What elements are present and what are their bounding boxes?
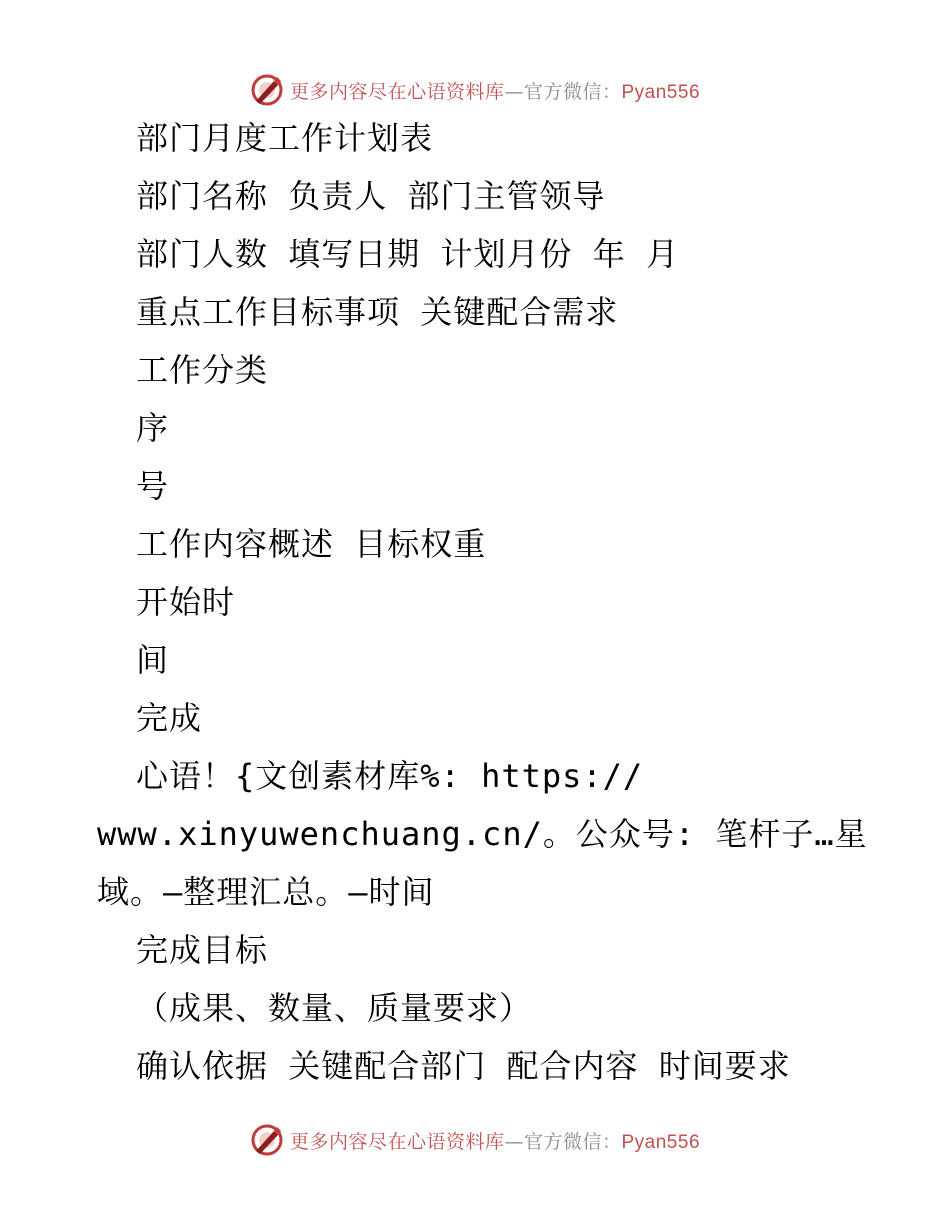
doc-line: 心语！{文创素材库%: https://	[136, 757, 644, 795]
banner-wechat-id: Pyan556	[621, 1131, 701, 1153]
banner-dash: —	[504, 1130, 524, 1153]
banner-inner	[250, 73, 700, 107]
footer-watermark-banner	[0, 1120, 950, 1160]
header-watermark-banner	[0, 70, 950, 110]
banner-inner	[250, 1123, 700, 1157]
doc-line: 部门名称 负责人 部门主管领导	[136, 177, 606, 215]
banner-wechat-label: 官方微信：	[523, 80, 622, 103]
pen-logo-icon	[250, 1123, 284, 1157]
banner-text	[290, 1127, 700, 1154]
banner-text	[290, 77, 700, 104]
banner-main-text: 更多内容尽在心语资料库	[289, 80, 505, 103]
doc-line: 开始时	[136, 583, 236, 621]
doc-line: 间	[136, 641, 170, 679]
doc-line: 确认依据 关键配合部门 配合内容 时间要求	[136, 1047, 791, 1085]
doc-line: （成果、数量、质量要求）	[136, 989, 533, 1027]
pen-logo-icon	[250, 73, 284, 107]
doc-title: 部门月度工作计划表	[136, 119, 434, 157]
banner-wechat-label: 官方微信：	[523, 1130, 622, 1153]
doc-line: 工作分类	[136, 351, 269, 389]
doc-line: 完成目标	[136, 931, 269, 969]
doc-line: 工作内容概述 目标权重	[136, 525, 487, 563]
banner-dash: —	[504, 80, 524, 103]
doc-line: www.xinyuwenchuang.cn/。公众号: 笔杆子…星	[97, 815, 868, 853]
doc-line: 域。—整理汇总。—时间	[97, 873, 435, 911]
doc-line: 序	[136, 409, 170, 447]
banner-main-text: 更多内容尽在心语资料库	[289, 1130, 505, 1153]
doc-line: 部门人数 填写日期 计划月份 年 月	[136, 235, 680, 273]
doc-line: 完成	[136, 699, 203, 737]
doc-line: 号	[136, 467, 170, 505]
doc-line: 重点工作目标事项 关键配合需求	[136, 293, 619, 331]
banner-wechat-id: Pyan556	[621, 81, 701, 103]
